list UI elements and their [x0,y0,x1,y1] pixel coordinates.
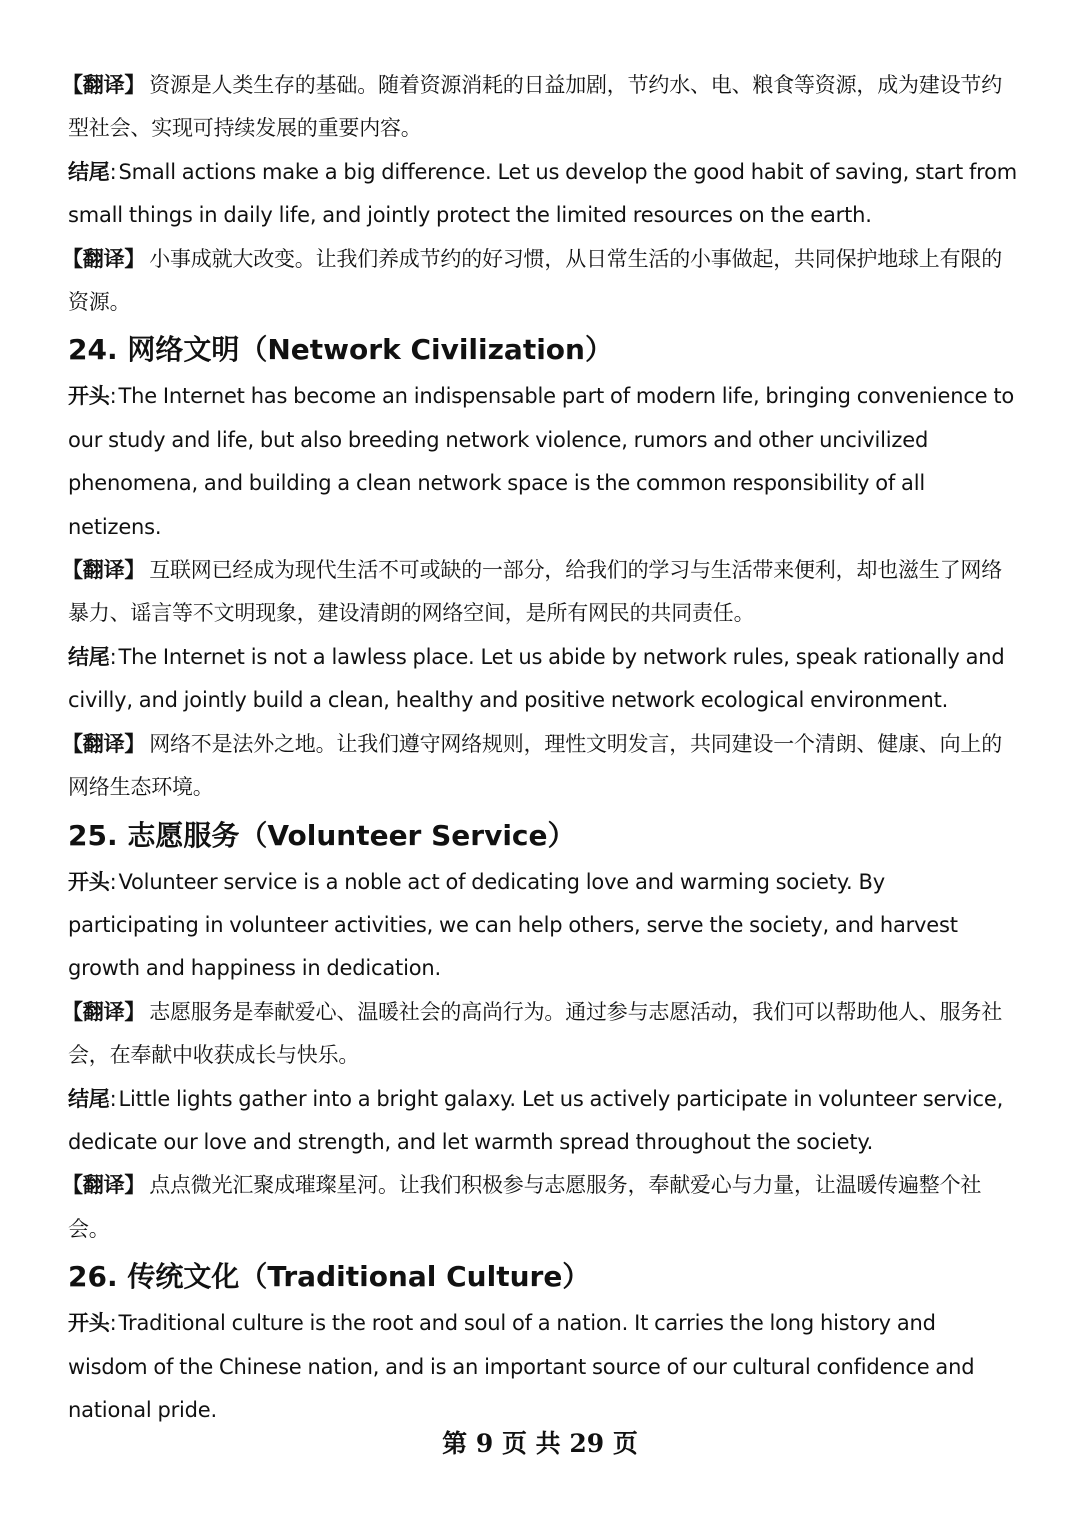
translation-label: 【翻译】 [62,999,146,1024]
ending-paragraph [68,636,1018,723]
translation-label: 【翻译】 [62,73,146,97]
translation-text: 网络不是法外之地。让我们遵守网络规则，理性文明发言，共同建设一个清朗、健康、向上的网络生态环境。 [68,731,1002,800]
ending-label: 结尾 [68,1086,110,1111]
opening-label: 开头 [68,1311,110,1336]
section-heading: 24. 网络文明（Network Civilization） [68,333,613,367]
translation-paragraph [62,991,1018,1078]
ending-label: 结尾 [68,644,110,669]
opening-label: 开头 [68,384,110,409]
opening-text: Traditional culture is the root and soul of a nation. It carries the long history and wisdom of the Chinese nation, and is an important source of our cultural confidence and national pride. [68,1311,975,1422]
opening-text: Volunteer service is a noble act of dedicating love and warming society. By participating in volunteer activities, we can help others, serve the society, and harvest growth and happiness in dedication. [68,869,958,981]
ending-text: Little lights gather into a bright galaxy. Let us actively participate in volunteer service, dedicate our love and strength, and let warmth spread throughout the society. [68,1086,1004,1154]
label-separator: : [109,869,117,894]
document-page [62,64,1018,1432]
page-footer: 第 9 页 共 29 页 [442,1429,638,1458]
translation-paragraph [62,1164,1018,1251]
ending-text: Small actions make a big difference. Let us develop the good habit of saving, start from small things in daily life, and jointly protect the limited resources on the earth. [68,159,1018,228]
opening-paragraph [68,1302,1018,1432]
translation-paragraph [62,64,1018,151]
translation-label: 【翻译】 [62,1173,146,1198]
opening-label: 开头 [68,869,110,894]
translation-label: 【翻译】 [62,558,146,583]
translation-text: 互联网已经成为现代生活不可或缺的一部分，给我们的学习与生活带来便利，却也滋生了网络暴力、谣言等不文明现象，建设清朗的网络空间，是所有网民的共同责任。 [68,558,1002,626]
label-separator: : [109,384,117,409]
ending-text: The Internet is not a lawless place. Let us abide by network rules, speak rationally and civilly, and jointly build a clean, healthy and positive network ecological environment. [68,644,1005,713]
translation-text: 小事成就大改变。让我们养成节约的好习惯，从日常生活的小事做起，共同保护地球上有限的资源。 [68,246,1002,315]
ending-paragraph [68,1078,1018,1165]
translation-text: 点点微光汇聚成璀璨星河。让我们积极参与志愿服务，奉献爱心与力量，让温暖传遍整个社会。 [68,1173,982,1241]
translation-text: 资源是人类生存的基础。随着资源消耗的日益加剧，节约水、电、粮食等资源，成为建设节约型社会、实现可持续发展的重要内容。 [68,73,1002,141]
label-separator: : [109,1311,117,1336]
translation-text: 志愿服务是奉献爱心、温暖社会的高尚行为。通过参与志愿活动，我们可以帮助他人、服务社会，在奉献中收获成长与快乐。 [68,999,1002,1068]
opening-paragraph [68,861,1018,991]
translation-paragraph [62,723,1018,810]
ending-paragraph [68,151,1018,238]
translation-paragraph [62,238,1018,325]
translation-label: 【翻译】 [62,246,146,271]
translation-paragraph [62,549,1018,636]
ending-label: 结尾 [68,159,110,184]
label-separator: : [109,1086,117,1111]
label-separator: : [109,159,117,184]
translation-label: 【翻译】 [62,731,146,756]
opening-paragraph [68,375,1018,549]
section-heading: 25. 志愿服务（Volunteer Service） [68,818,576,852]
opening-text: The Internet has become an indispensable part of modern life, bringing convenience to our study and life, but also breeding network violence, rumors and other uncivilized phenomena, and building a clean network space is the common responsibility of all netizens. [68,384,1015,539]
section-heading: 26. 传统文化（Traditional Culture） [68,1260,591,1294]
label-separator: : [109,644,117,669]
